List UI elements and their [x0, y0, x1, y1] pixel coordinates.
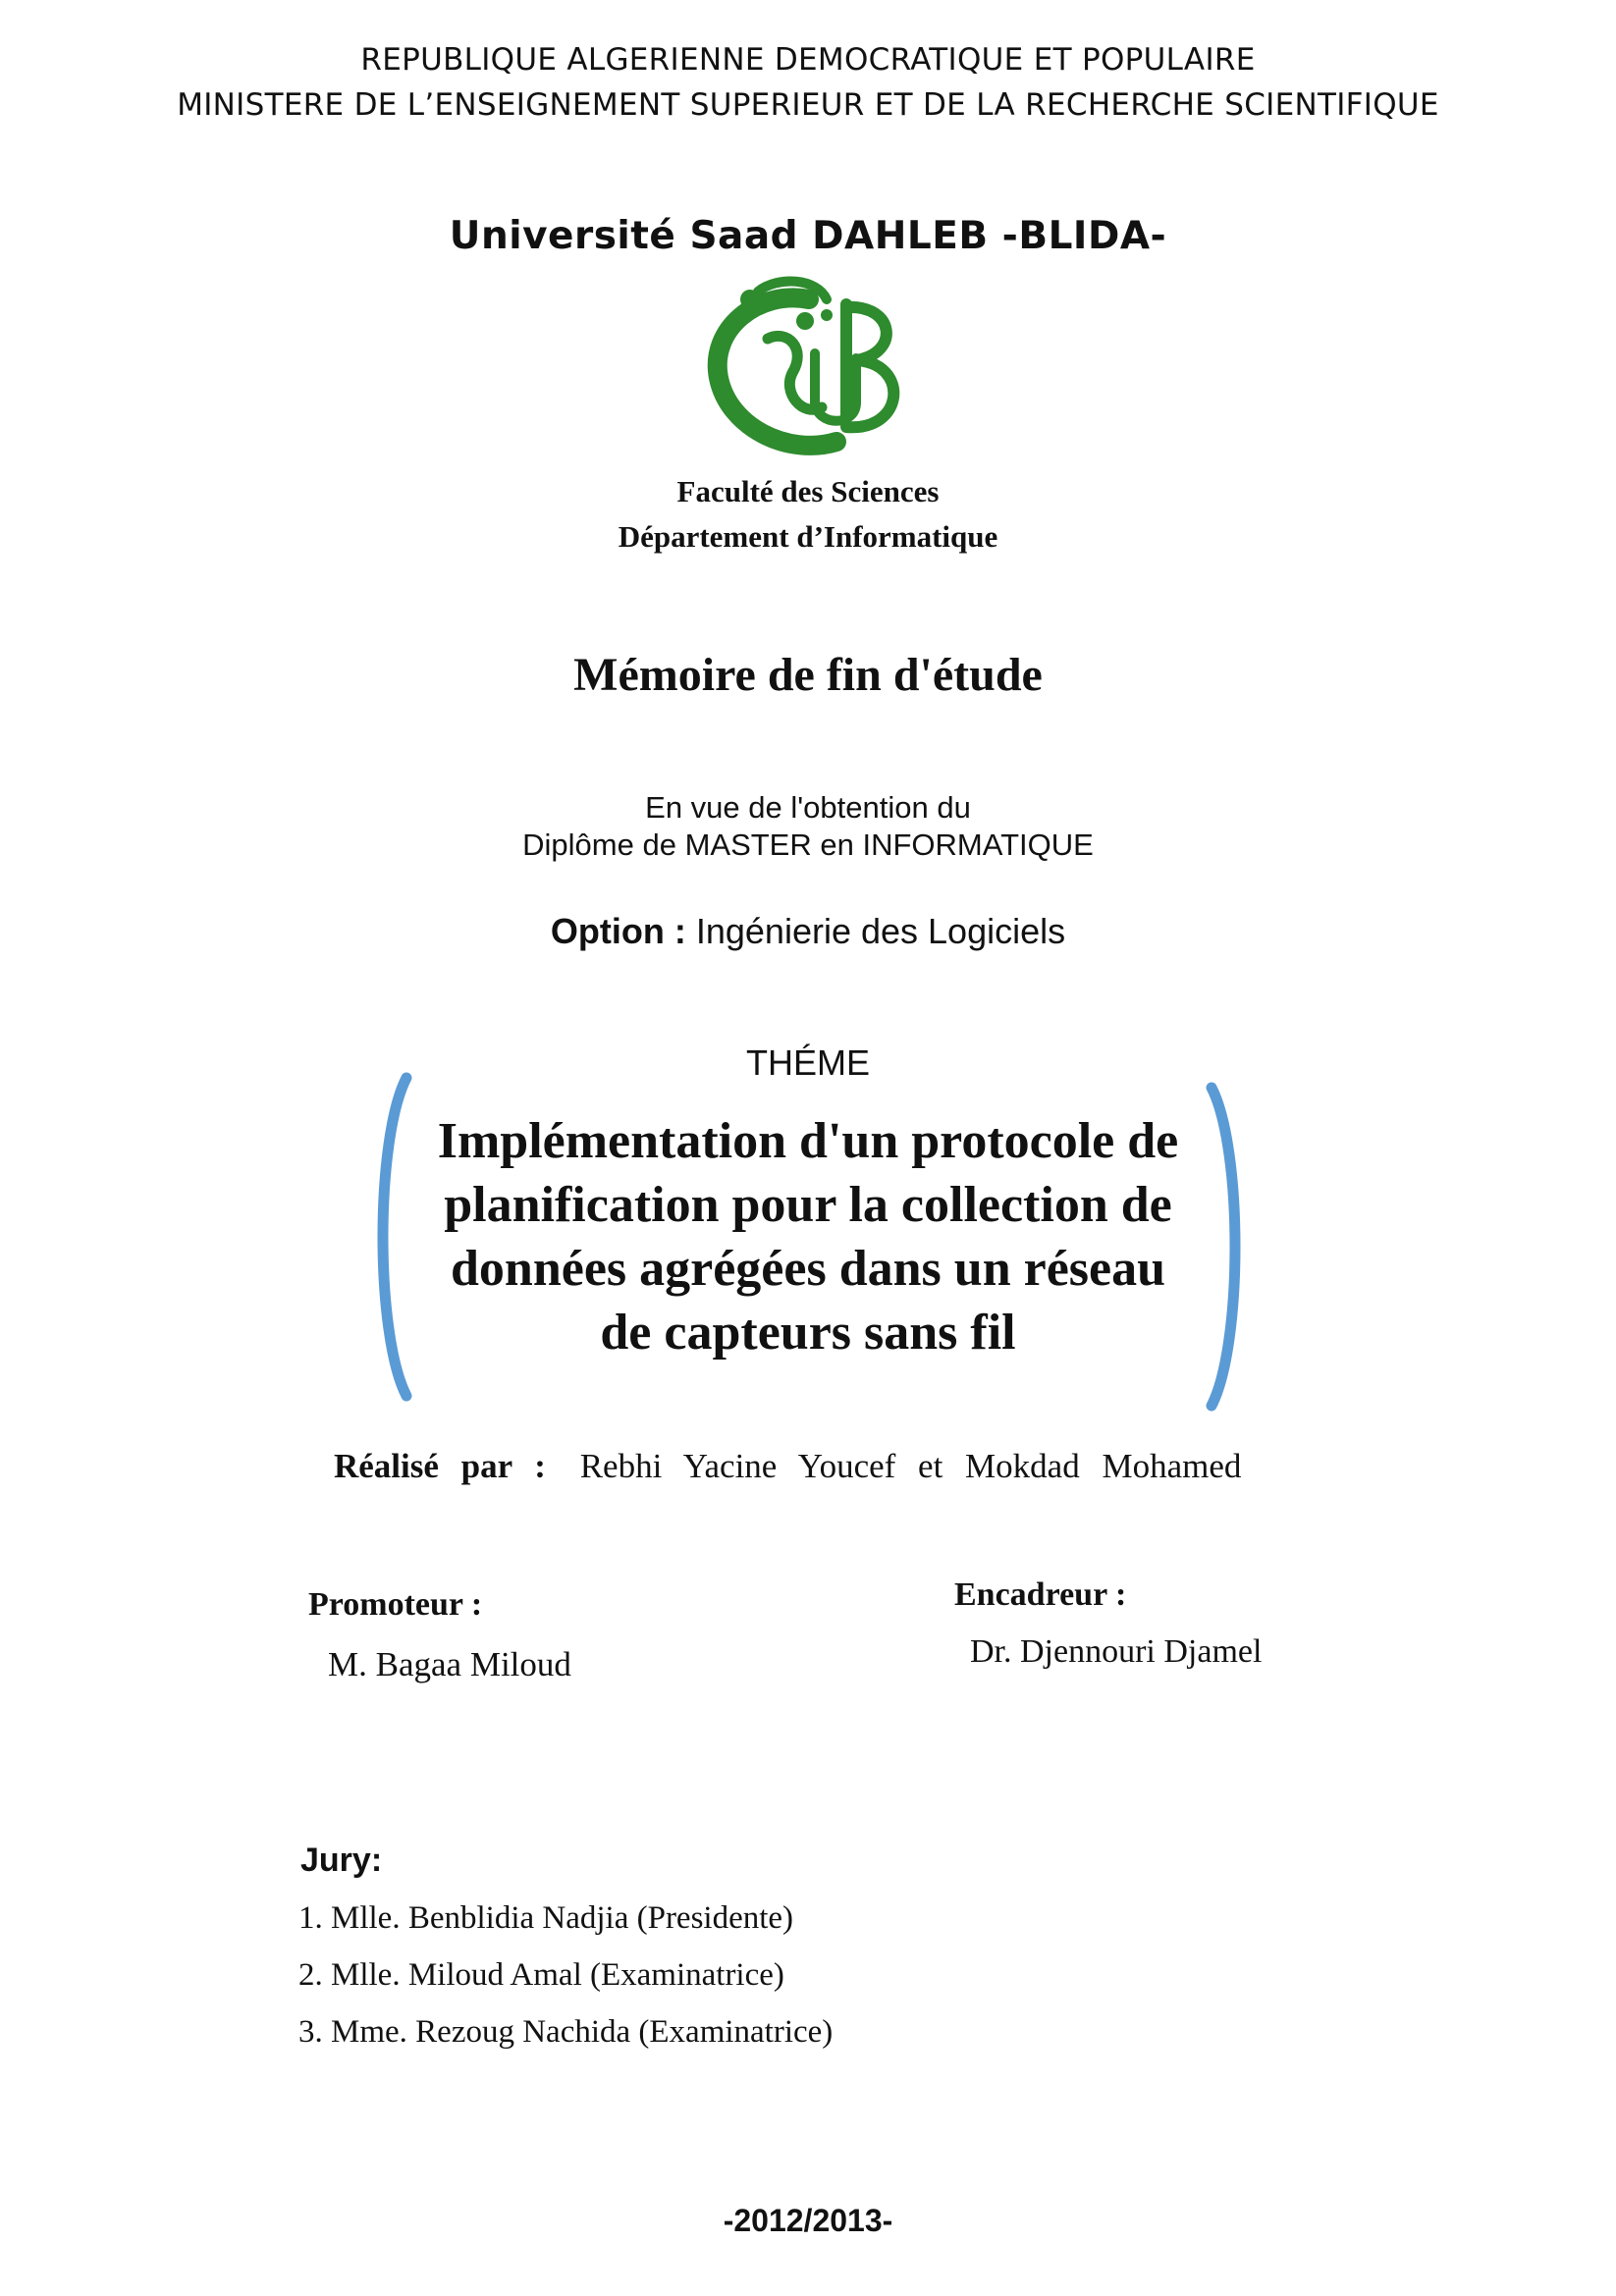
title-line: Implémentation d'un protocole de [437, 1113, 1179, 1169]
promoteur-name: M. Bagaa Miloud [328, 1645, 571, 1683]
theme-label: THÉME [746, 1042, 870, 1083]
jury-label: Jury: [300, 1842, 383, 1879]
diploma-block [0, 789, 1616, 864]
option-line [0, 911, 1616, 952]
jury-list [298, 1895, 833, 2065]
option-label: Option : [550, 911, 686, 951]
title-line: de capteurs sans fil [600, 1305, 1016, 1361]
ministry-line: MINISTERE DE L’ENSEIGNEMENT SUPERIEUR ET DE LA RECHERCHE SCIENTIFIQUE [177, 87, 1439, 123]
authors-names: Rebhi Yacine Youcef et Mokdad Mohamed [579, 1447, 1242, 1485]
university-logo-icon [699, 270, 917, 456]
jury-member: 3. Mme. Rezoug Nachida (Examinatrice) [298, 2014, 834, 2050]
title-line: planification pour la collection de [444, 1177, 1172, 1233]
document-type: Mémoire de fin d'étude [573, 649, 1043, 701]
jury-member: 1. Mlle. Benblidia Nadjia (Presidente) [298, 1900, 794, 1936]
diploma-line-1: En vue de l'obtention du [645, 790, 971, 825]
promoteur-label: Promoteur : [308, 1586, 483, 1623]
option-value: Ingénierie des Logiciels [695, 911, 1066, 951]
authors-label: Réalisé par : [334, 1447, 546, 1485]
authors-line [334, 1447, 1241, 1486]
academic-year: -2012/2013- [723, 2203, 893, 2238]
diploma-line-2: Diplôme de MASTER en INFORMATIQUE [522, 828, 1094, 862]
encadreur-name: Dr. Djennouri Djamel [970, 1633, 1263, 1670]
encadreur-label: Encadreur : [954, 1576, 1127, 1613]
department-name: Département d’Informatique [618, 519, 998, 554]
university-name: Université Saad DAHLEB -BLIDA- [449, 214, 1167, 258]
thesis-title [0, 1109, 1616, 1364]
jury-member: 2. Mlle. Miloud Amal (Examinatrice) [298, 1957, 784, 1993]
faculty-name: Faculté des Sciences [676, 474, 940, 508]
title-line: données agrégées dans un réseau [450, 1241, 1166, 1297]
header [0, 37, 1616, 128]
faculty-block [0, 469, 1616, 560]
republic-line: REPUBLIQUE ALGERIENNE DEMOCRATIQUE ET POPULAIRE [360, 42, 1256, 78]
